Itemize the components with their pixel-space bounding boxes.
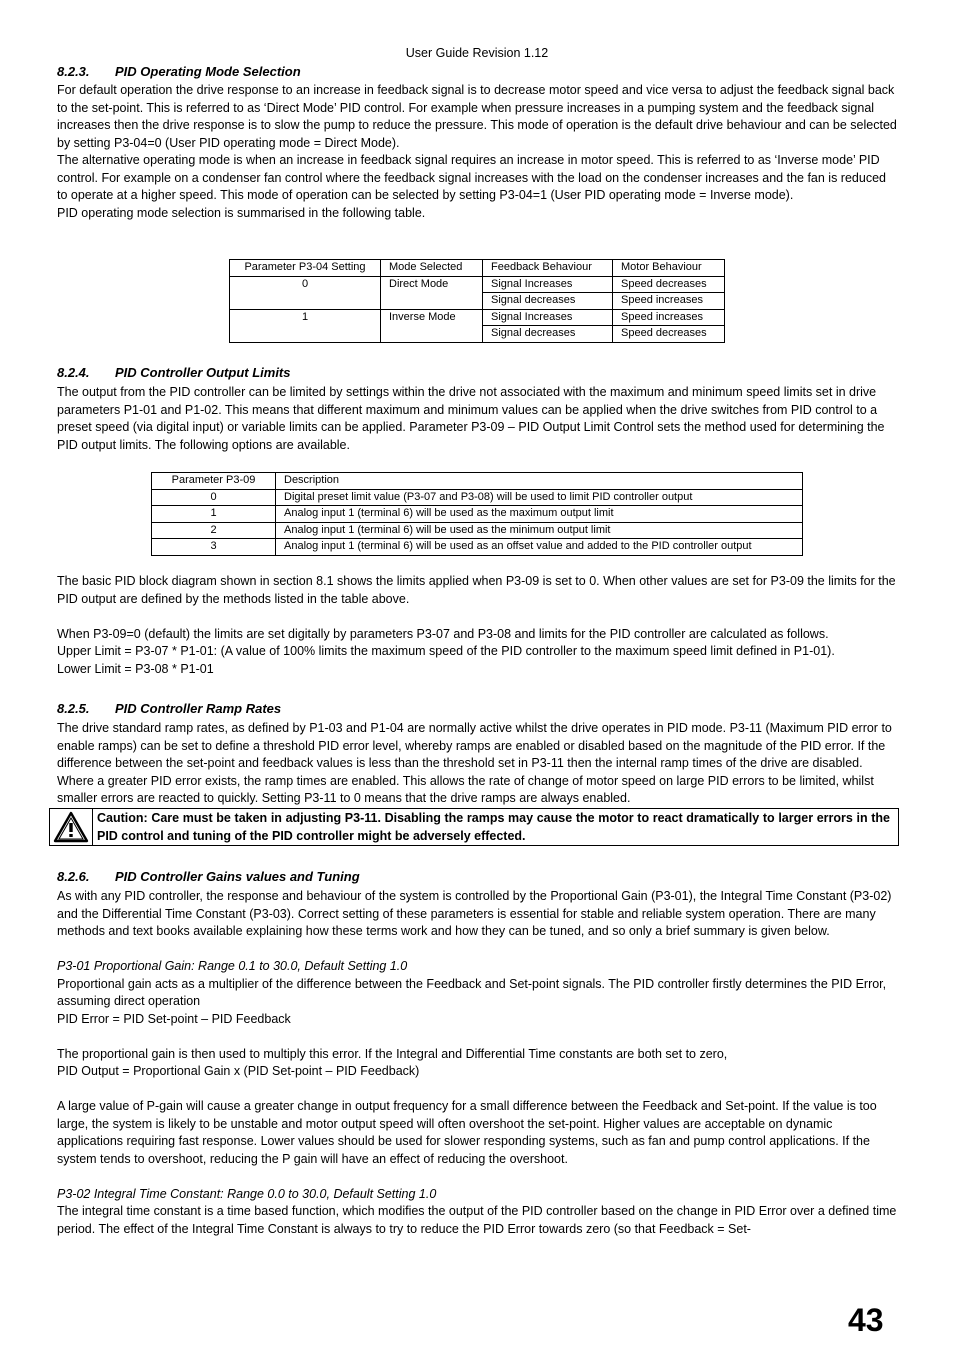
section-body-8-2-3	[57, 82, 899, 222]
header-cell: Mode Selected	[381, 260, 483, 277]
param-cell: 1	[152, 506, 276, 523]
mode-cell: Inverse Mode	[381, 309, 483, 342]
header-cell: Feedback Behaviour	[483, 260, 613, 277]
paragraph: The basic PID block diagram shown in section 8.1 shows the limits applied when P3-09 is set to 0. When other values are set for P3-09 the limits for the PID output are defined by the methods listed in the table above.	[57, 574, 896, 606]
section-heading-8-2-5	[57, 701, 281, 716]
page-number: 43	[848, 1302, 884, 1338]
paragraph: As with any PID controller, the response and behaviour of the system is controlled by the Proportional Gain (P3-01), the Integral Time Constant (P3-02) and the Differential Time Constant (P3-03). Correct setting of these parameters is essential for stable and reliable system operation. There are many methods and text books available explaining how these terms work and how they can be tuned, and so only a brief summary is given below.	[57, 889, 892, 938]
setting-cell: 0	[230, 276, 381, 309]
section-body-8-2-6	[57, 888, 899, 1238]
description-cell: Analog input 1 (terminal 6) will be used as the maximum output limit	[276, 506, 803, 523]
section-body-8-2-4-cont	[57, 573, 899, 678]
section-body-8-2-5	[57, 720, 899, 808]
subheading: P3-01 Proportional Gain: Range 0.1 to 30.0, Default Setting 1.0	[57, 959, 408, 973]
table-row	[230, 276, 725, 293]
table-row	[152, 522, 803, 539]
section-heading-8-2-6	[57, 869, 360, 884]
mode-cell: Direct Mode	[381, 276, 483, 309]
feedback-cell: Signal decreases	[483, 326, 613, 343]
param-cell: 0	[152, 489, 276, 506]
setting-cell: 1	[230, 309, 381, 342]
section-number: 8.2.3.	[57, 64, 90, 79]
caution-box	[49, 808, 899, 846]
paragraph: Upper Limit = P3-07 * P1-01: (A value of 100% limits the maximum speed of the PID controller to the maximum speed limit defined in P1-01).	[57, 644, 835, 658]
section-title: PID Controller Ramp Rates	[115, 701, 282, 716]
table-header-row	[152, 473, 803, 490]
paragraph: PID operating mode selection is summarised in the following table.	[57, 205, 426, 220]
paragraph: For default operation the drive response to an increase in feedback signal is to decrease motor speed and vice versa to adjust the feedback signal back to the set-point. This is referred to as ‘Direct Mode’ PID control. For example when pressure increases in a pumping system and the feedback signal increases then the drive response is to slow the pump to reduce the pressure. This mode of operation is the default drive behaviour and can be selected by setting P3-04=0 (User PID operating mode = Direct Mode).	[57, 83, 897, 150]
section-title: PID Operating Mode Selection	[115, 64, 301, 79]
feedback-cell: Signal decreases	[483, 293, 613, 310]
header-cell: Description	[276, 473, 803, 490]
header-cell: Motor Behaviour	[613, 260, 725, 277]
paragraph: The integral time constant is a time based function, which modifies the output of the PID controller based on the change in PID Error over a defined time period. The effect of the Integral Time Constant is always to try to reduce the PID Error towards zero (so that Feedback = Set-	[57, 1204, 897, 1236]
motor-cell: Speed decreases	[613, 276, 725, 293]
paragraph: PID Error = PID Set-point – PID Feedback	[57, 1011, 291, 1026]
section-number: 8.2.5.	[57, 701, 90, 716]
motor-cell: Speed increases	[613, 293, 725, 310]
section-body-8-2-4	[57, 384, 899, 454]
section-title: PID Controller Output Limits	[115, 365, 291, 380]
table-header-row	[230, 260, 725, 277]
paragraph: Lower Limit = P3-08 * P1-01	[57, 661, 214, 676]
paragraph: PID Output = Proportional Gain x (PID Set-point – PID Feedback)	[57, 1064, 420, 1078]
page-header: User Guide Revision 1.12	[405, 46, 549, 60]
table-row	[152, 506, 803, 523]
paragraph: The output from the PID controller can be limited by settings within the drive not associated with the maximum and minimum speed limits set in drive parameters P1-01 and P1-02. This means that different maximum and minimum values can be applied when the drive switches from PID control to a preset speed (via digital input) or variable limits can be applied. Parameter P3-09 – PID Output Limit Control sets the method used for determining the PID output limits. The following options are available.	[57, 385, 885, 452]
section-number: 8.2.6.	[57, 869, 90, 884]
description-cell: Analog input 1 (terminal 6) will be used as the minimum output limit	[276, 522, 803, 539]
motor-cell: Speed decreases	[613, 326, 725, 343]
section-heading-8-2-3	[57, 64, 301, 79]
param-cell: 3	[152, 539, 276, 556]
param-cell: 2	[152, 522, 276, 539]
header-cell: Parameter P3-04 Setting	[230, 260, 381, 277]
caution-text: Caution: Care must be taken in adjusting P3-11. Disabling the ramps may cause the motor to react dramatically to larger errors in the PID control and tuning of the PID controller might be adversely effected.	[97, 811, 890, 843]
paragraph: The alternative operating mode is when an increase in feedback signal requires an increase in motor speed. This is referred to as ‘Inverse mode’ PID control. For example on a condenser fan control where the feedback signal increases with the load on the condenser increases and the fan is reduced to operate at a higher speed. This mode of operation can be selected by setting P3-04=1 (User PID operating mode = Inverse mode).	[57, 153, 886, 202]
description-cell: Analog input 1 (terminal 6) will be used as an offset value and added to the PID controller output	[276, 539, 803, 556]
subheading: P3-02 Integral Time Constant: Range 0.0 to 30.0, Default Setting 1.0	[57, 1186, 437, 1201]
pid-mode-table	[229, 259, 725, 343]
motor-cell: Speed increases	[613, 309, 725, 326]
table-row	[152, 489, 803, 506]
table-row	[152, 539, 803, 556]
section-title: PID Controller Gains values and Tuning	[115, 869, 360, 884]
paragraph: A large value of P-gain will cause a greater change in output frequency for a small difference between the Feedback and Set-point. If the value is too large, the system is likely to be unstable and motor output speed will often overshoot the set-point. Higher values are acceptable on dynamic applications requiring fast response. Lower values should be used for slower responding systems, such as fan and pump control applications. If the system tends to overshoot, reducing the P gain will have an effect of reducing the overshoot.	[57, 1099, 877, 1166]
paragraph: Proportional gain acts as a multiplier of the difference between the Feedback and Set-point signals. The PID controller firstly determines the PID Error, assuming direct operation	[57, 976, 887, 1008]
header-cell: Parameter P3-09	[152, 473, 276, 490]
paragraph: The drive standard ramp rates, as defined by P1-03 and P1-04 are normally active whilst the drive operates in PID mode. P3-11 (Maximum PID error to enable ramps) can be set to define a threshold PID error level, whereby ramps are enabled or disabled based on the magnitude of the PID error. If the difference between the set-point and feedback values is less than the threshold set in P3-11 then the internal ramp times of the drive are disabled. Where a greater PID error exists, the ramp times are enabled. This allows the rate of change of motor speed on large PID errors to be limited, whilst smaller errors are reacted to quickly. Setting P3-11 to 0 means that the drive ramps are always enabled.	[57, 721, 892, 805]
description-cell: Digital preset limit value (P3-07 and P3-08) will be used to limit PID controller output	[276, 489, 803, 506]
paragraph: When P3-09=0 (default) the limits are set digitally by parameters P3-07 and P3-08 and limits for the PID controller are calculated as follows.	[57, 626, 829, 641]
table-row	[230, 309, 725, 326]
feedback-cell: Signal Increases	[483, 309, 613, 326]
warning-icon	[50, 809, 93, 845]
pid-limit-table	[151, 472, 803, 556]
paragraph: The proportional gain is then used to multiply this error. If the Integral and Differential Time constants are both set to zero,	[57, 1046, 728, 1061]
section-heading-8-2-4	[57, 365, 291, 380]
feedback-cell: Signal Increases	[483, 276, 613, 293]
section-number: 8.2.4.	[57, 365, 90, 380]
